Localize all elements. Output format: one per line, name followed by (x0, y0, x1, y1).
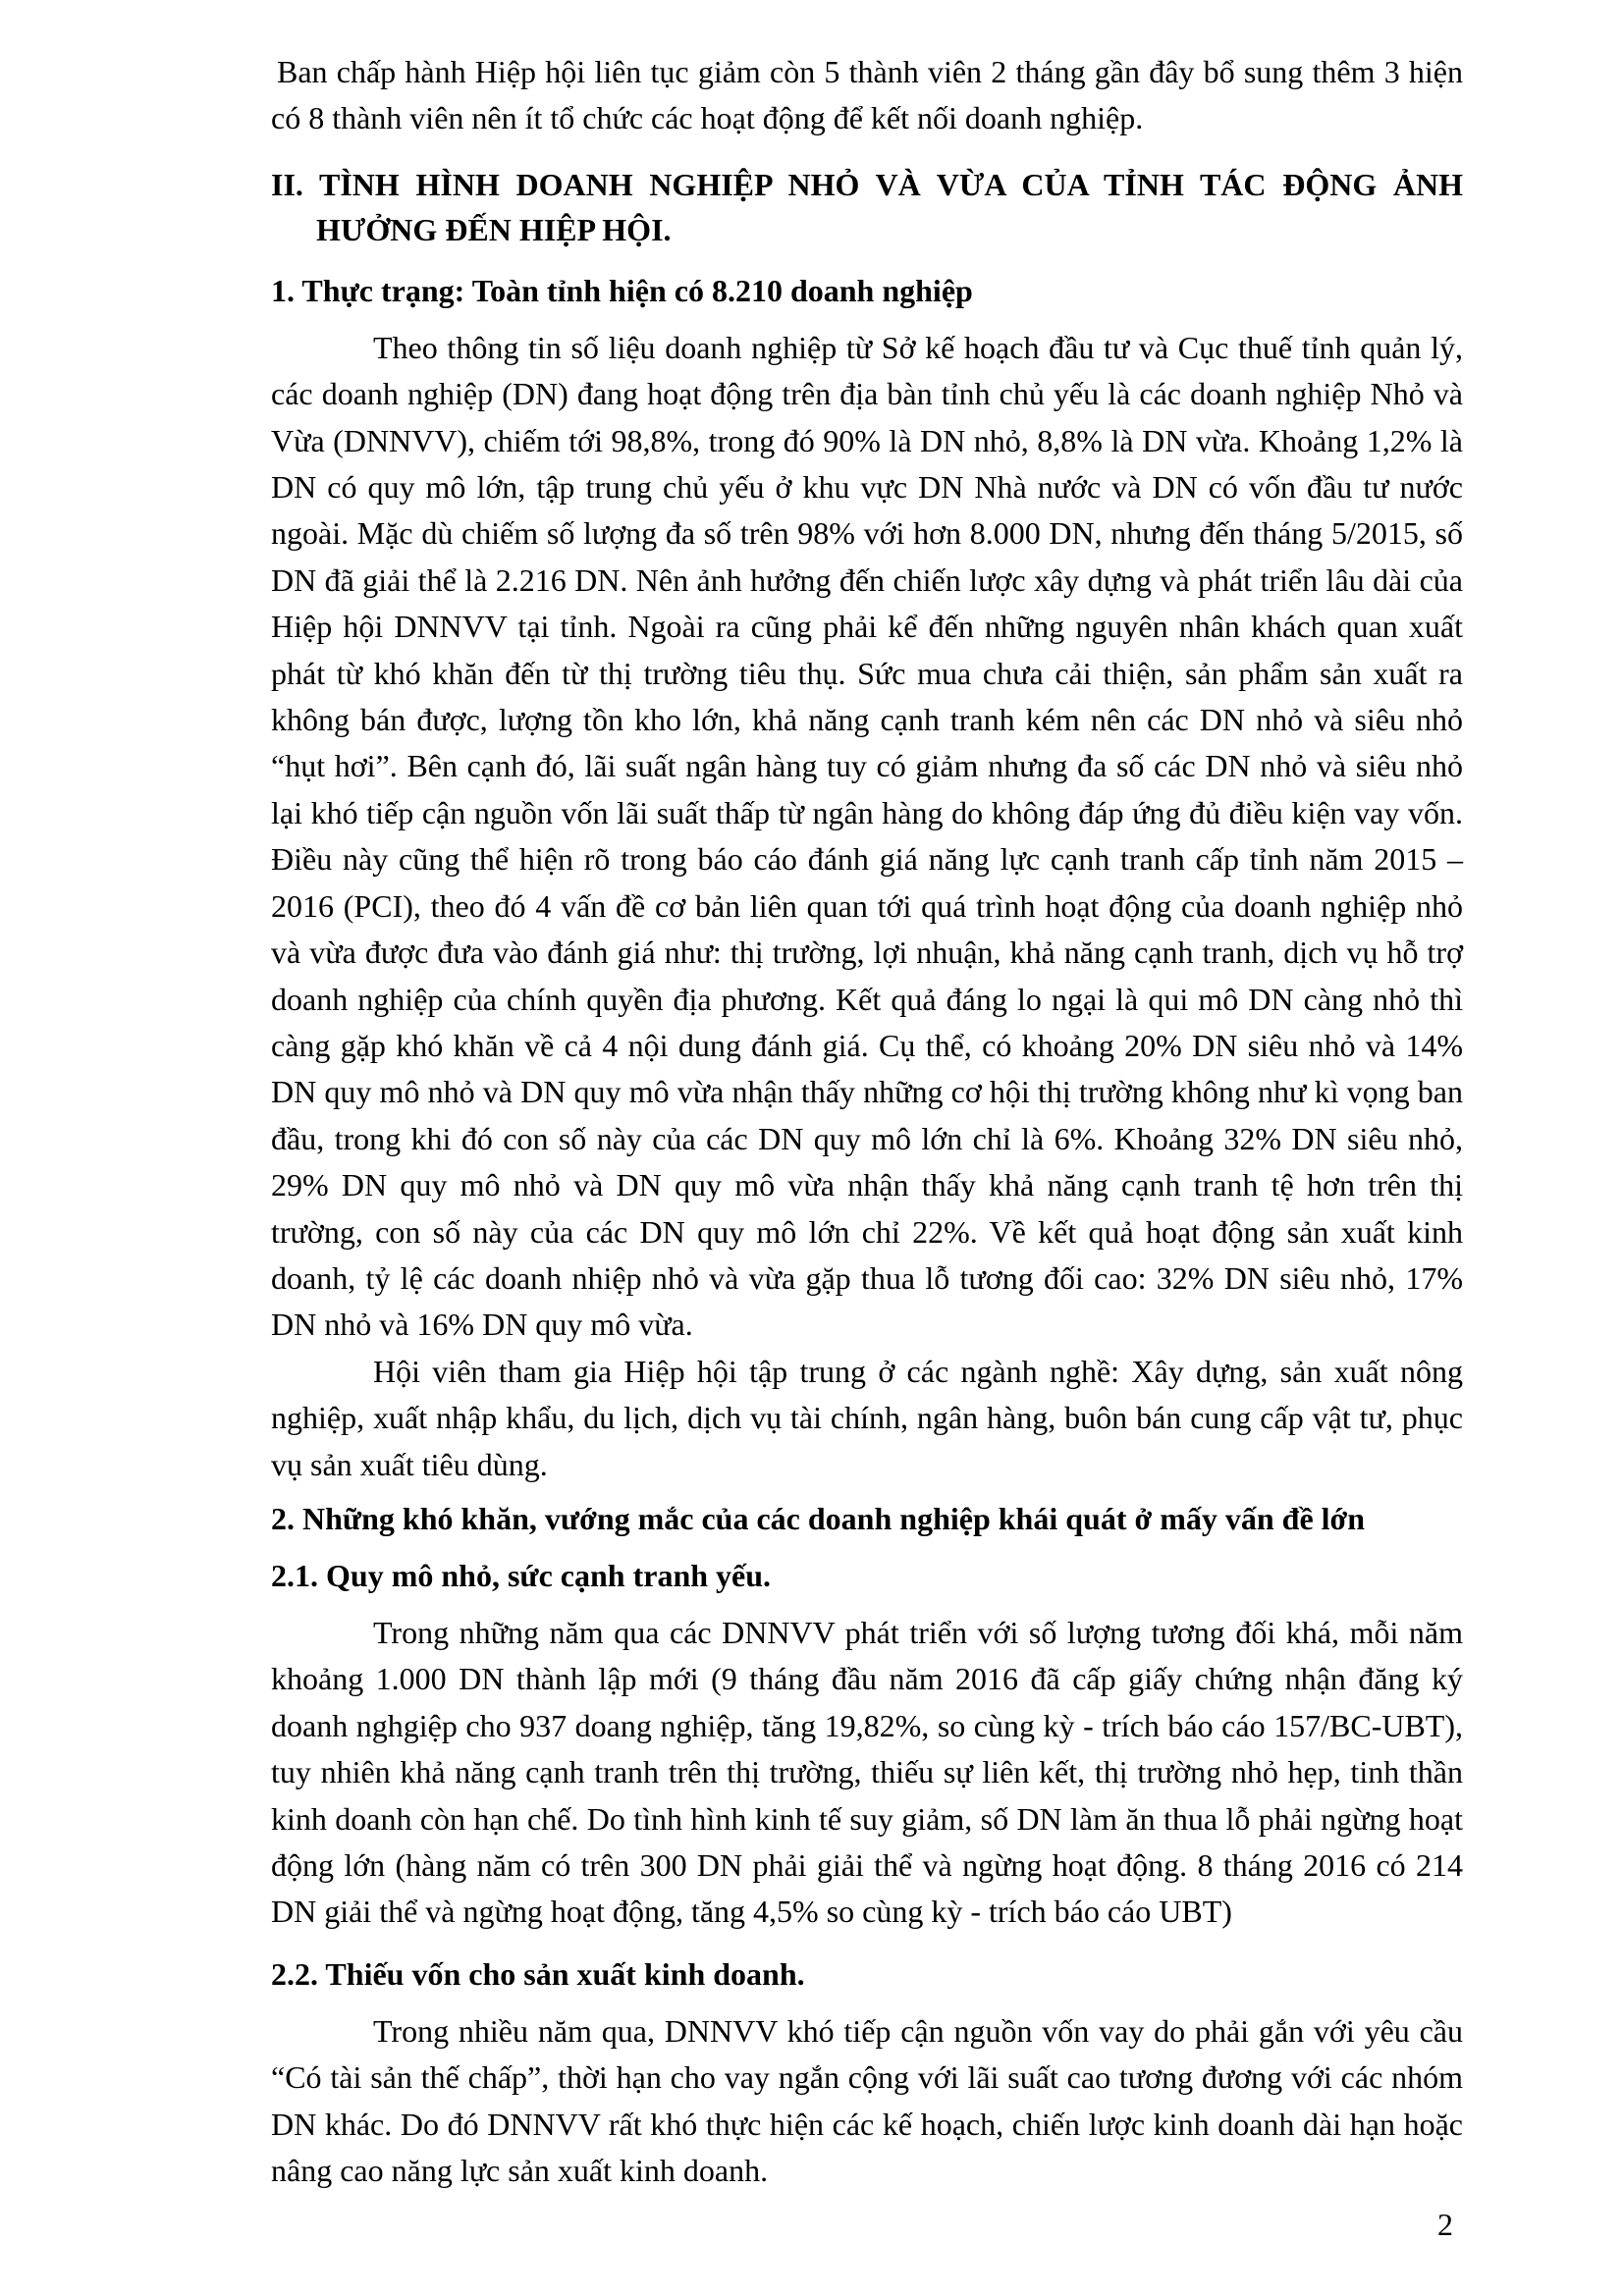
item-2-2-paragraph: Trong nhiều năm qua, DNNVV khó tiếp cận nguồn vốn vay do phải gắn với yêu cầu “Có tài sản thế chấp”, thời hạn cho vay ngắn cộng với lãi suất cao tương đương với các nhóm DN khác. Do đó DNNVV rất khó thực hiện các kế hoạch, chiến lược kinh doanh dài hạn hoặc nâng cao năng lực sản xuất kinh doanh. (271, 2012, 1463, 2189)
document-page (271, 49, 1463, 2194)
item-2-2-heading: 2.2. Thiếu vốn cho sản xuất kinh doanh. (271, 1955, 805, 1992)
intro-paragraph: Ban chấp hành Hiệp hội liên tục giảm còn 5 thành viên 2 tháng gần đây bổ sung thêm 3 hiện có 8 thành viên nên ít tổ chức các hoạt động để kết nối doanh nghiệp. (271, 54, 1463, 136)
subsection-1-heading: 1. Thực trạng: Toàn tỉnh hiện có 8.210 doanh nghiệp (271, 272, 973, 308)
subsection-2-heading: 2. Những khó khăn, vướng mắc của các doanh nghiệp khái quát ở mấy vấn đề lớn (271, 1500, 1366, 1536)
section-heading: II. TÌNH HÌNH DOANH NGHIỆP NHỎ VÀ VỪA CỦA TỈNH TÁC ĐỘNG ẢNH HƯỞNG ĐẾN HIỆP HỘI. (271, 166, 1463, 247)
subsection-1-paragraph-2: Hội viên tham gia Hiệp hội tập trung ở các ngành nghề: Xây dựng, sản xuất nông nghiệp, xuất nhập khẩu, du lịch, dịch vụ tài chính, ngân hàng, buôn bán cung cấp vật tư, phục vụ sản xuất tiêu dùng. (271, 1353, 1463, 1482)
page-number: 2 (1437, 2207, 1453, 2242)
item-2-1-paragraph: Trong những năm qua các DNNVV phát triển với số lượng tương đối khá, mỗi năm khoảng 1.000 DN thành lập mới (9 tháng đầu năm 2016 đã cấp giấy chứng nhận đăng ký doanh nghgiệp cho 937 doang nghiệp, tăng 19,82%, so cùng kỳ - trích báo cáo 157/BC-UBT), tuy nhiên khả năng cạnh tranh trên thị trường, thiếu sự liên kết, thị trường nhỏ hẹp, tinh thần kinh doanh còn hạn chế. Do tình hình kinh tế suy giảm, số DN làm ăn thua lỗ phải ngừng hoạt động lớn (hàng năm có trên 300 DN phải giải thể và ngừng hoạt động. 8 tháng 2016 có 214 DN giải thể và ngừng hoạt động, tăng 4,5% so cùng kỳ - trích báo cáo UBT) (271, 1614, 1463, 1930)
subsection-1-paragraph-1: Theo thông tin số liệu doanh nghiệp từ Sở kế hoạch đầu tư và Cục thuế tỉnh quản lý, các doanh nghiệp (DN) đang hoạt động trên địa bàn tỉnh chủ yếu là các doanh nghiệp Nhỏ và Vừa (DNNVV), chiếm tới 98,8%, trong đó 90% là DN nhỏ, 8,8% là DN vừa. Khoảng 1,2% là DN có quy mô lớn, tập trung chủ yếu ở khu vực DN Nhà nước và DN có vốn đầu tư nước ngoài. Mặc dù chiếm số lượng đa số trên 98% với hơn 8.000 DN, nhưng đến tháng 5/2015, số DN đã giải thể là 2.216 DN. Nên ảnh hưởng đến chiến lược xây dựng và phát triển lâu dài của Hiệp hội DNNVV tại tỉnh. Ngoài ra cũng phải kể đến những nguyên nhân khách quan xuất phát từ khó khăn đến từ thị trường tiêu thụ. Sức mua chưa cải thiện, sản phẩm sản xuất ra không bán được, lượng tồn kho lớn, khả năng cạnh tranh kém nên các DN nhỏ và siêu nhỏ “hụt hơi”. Bên cạnh đó, lãi suất ngân hàng tuy có giảm nhưng đa số các DN nhỏ và siêu nhỏ lại khó tiếp cận nguồn vốn lãi suất thấp từ ngân hàng do không đáp ứng đủ điều kiện vay vốn. Điều này cũng thể hiện rõ trong báo cáo đánh giá năng lực cạnh tranh cấp tỉnh năm 2015 – 2016 (PCI), theo đó 4 vấn đề cơ bản liên quan tới quá trình hoạt động của doanh nghiệp nhỏ và vừa được đưa vào đánh giá như: thị trường, lợi nhuận, khả năng cạnh tranh, dịch vụ hỗ trợ doanh nghiệp của chính quyền địa phương. Kết quả đáng lo ngại là qui mô DN càng nhỏ thì càng gặp khó khăn về cả 4 nội dung đánh giá. Cụ thể, có khoảng 20% DN siêu nhỏ và 14% DN quy mô nhỏ và DN quy mô vừa nhận thấy những cơ hội thị trường không như kì vọng ban đầu, trong khi đó con số này của các DN quy mô lớn chỉ là 6%. Khoảng 32% DN siêu nhỏ, 29% DN quy mô nhỏ và DN quy mô vừa nhận thấy khả năng cạnh tranh tệ hơn trên thị trường, con số này của các DN quy mô lớn chỉ 22%. Về kết quả hoạt động sản xuất kinh doanh, tỷ lệ các doanh nhiệp nhỏ và vừa gặp thua lỗ tương đối cao: 32% DN siêu nhỏ, 17% DN nhỏ và 16% DN quy mô vừa. (271, 329, 1463, 1343)
item-2-1-heading: 2.1. Quy mô nhỏ, sức cạnh tranh yếu. (271, 1557, 772, 1593)
